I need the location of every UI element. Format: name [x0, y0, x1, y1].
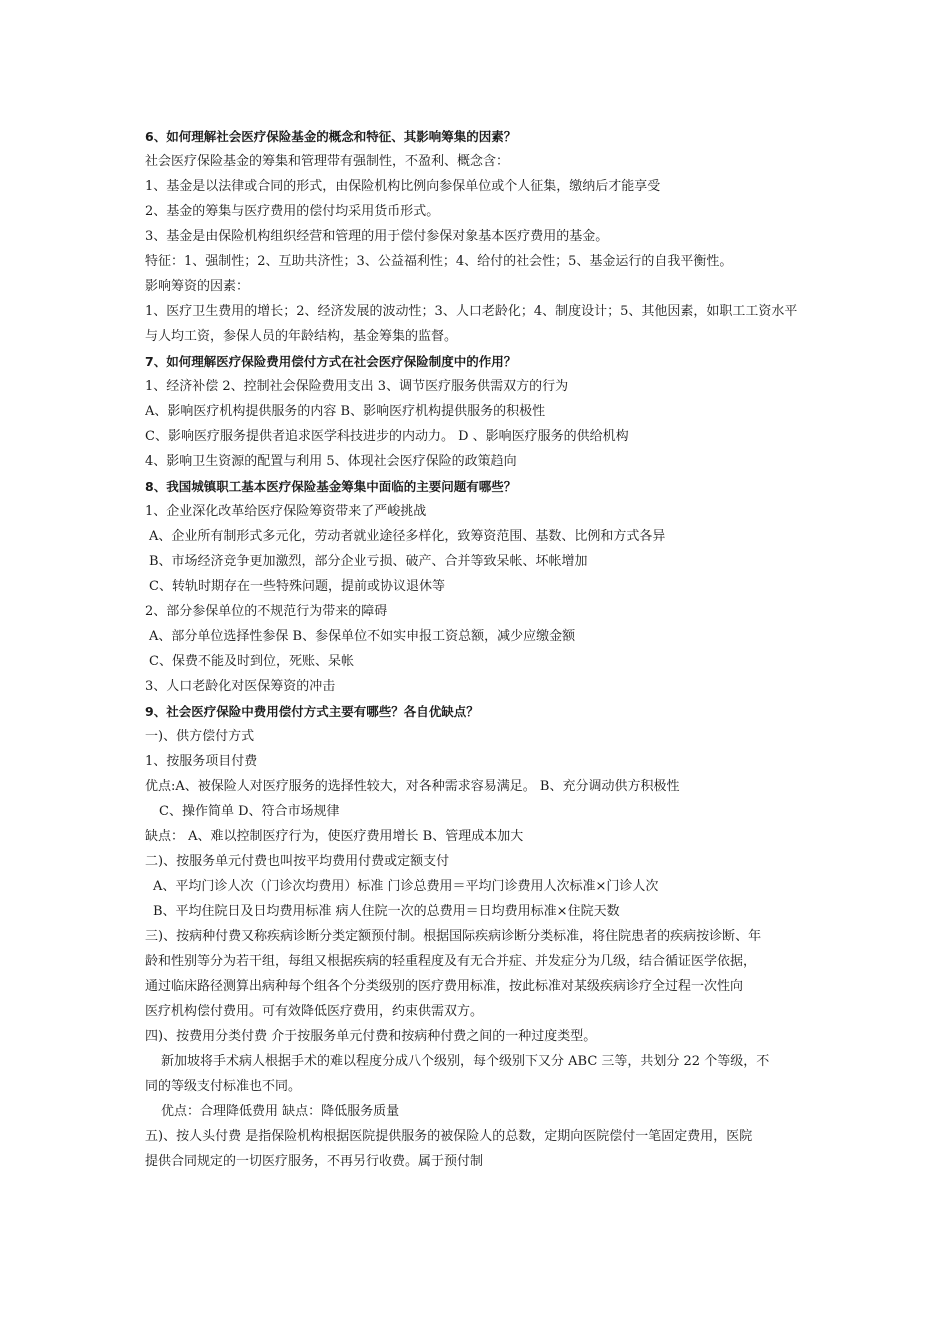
text-line: 1、企业深化改革给医疗保险筹资带来了严峻挑战	[145, 504, 427, 519]
text-line: C、操作简单 D、符合市场规律	[159, 804, 340, 819]
text-line: 提供合同规定的一切医疗服务，不再另行收费。属于预付制	[145, 1154, 484, 1169]
text-line: 缺点： A、难以控制医疗行为，使医疗费用增长 B、管理成本加大	[145, 829, 524, 844]
text-line: 特征：1、强制性；2、互助共济性；3、公益福利性；4、给付的社会性；5、基金运行的自我平衡性。	[145, 254, 733, 269]
text-line: 4、影响卫生资源的配置与利用 5、体现社会医疗保险的政策趋向	[145, 454, 517, 469]
text-line: A、平均门诊人次（门诊次均费用）标准 门诊总费用＝平均门诊费用人次标准×门诊人次	[153, 879, 659, 894]
text-line: 3、人口老龄化对医保筹资的冲击	[145, 679, 336, 694]
text-line: A、部分单位选择性参保 B、参保单位不如实申报工资总额，减少应缴金额	[149, 629, 576, 644]
text-line: B、平均住院日及日均费用标准 病人住院一次的总费用＝日均费用标准×住院天数	[153, 904, 620, 919]
text-line: 通过临床路径测算出病种每个组各个分类级别的医疗费用标准，按此标准对某级疾病诊疗全过程一次性向	[145, 979, 744, 994]
text-line: 同的等级支付标准也不同。	[145, 1079, 302, 1094]
question-7-heading: 7、如何理解医疗保险费用偿付方式在社会医疗保险制度中的作用？	[145, 354, 517, 369]
text-line: 二)、按服务单元付费也叫按平均费用付费或定额支付	[145, 854, 450, 869]
text-line: A、影响医疗机构提供服务的内容 B、影响医疗机构提供服务的积极性	[145, 404, 546, 419]
text-line: 优点：合理降低费用 缺点：降低服务质量	[161, 1104, 400, 1119]
text-line: 2、部分参保单位的不规范行为带来的障碍	[145, 604, 388, 619]
text-line: 新加坡将手术病人根据手术的难以程度分成八个级别，每个级别下又分 ABC 三等，共划分 22 个等级，不	[161, 1054, 770, 1069]
text-line: 1、经济补偿 2、控制社会保险费用支出 3、调节医疗服务供需双方的行为	[145, 379, 569, 394]
text-line: B、市场经济竞争更加激烈，部分企业亏损、破产、合并等致呆帐、坏帐增加	[149, 554, 588, 569]
text-line: 2、基金的筹集与医疗费用的偿付均采用货币形式。	[145, 204, 440, 219]
text-line: C、转轨时期存在一些特殊问题，提前或协议退休等	[149, 579, 445, 594]
question-6-heading: 6、如何理解社会医疗保险基金的概念和特征、其影响筹集的因素？	[145, 129, 517, 144]
text-line: 一)、供方偿付方式	[145, 729, 255, 744]
question-8-heading: 8、我国城镇职工基本医疗保险基金筹集中面临的主要问题有哪些？	[145, 479, 517, 494]
text-line: 龄和性别等分为若干组，每组又根据疾病的轻重程度及有无合并症、并发症分为几级，结合循证医学依据，	[145, 954, 757, 969]
text-line: 四)、按费用分类付费 介于按服务单元付费和按病种付费之间的一种过度类型。	[145, 1029, 597, 1044]
text-line: 五)、按人头付费 是指保险机构根据医院提供服务的被保险人的总数，定期向医院偿付一笔固定费用，医院	[145, 1129, 753, 1144]
text-line: 1、基金是以法律或合同的形式，由保险机构比例向参保单位或个人征集，缴纳后才能享受	[145, 179, 661, 194]
question-9-heading: 9、社会医疗保险中费用偿付方式主要有哪些？各自优缺点？	[145, 704, 479, 719]
text-line: 优点:A、被保险人对医疗服务的选择性较大，对各种需求容易满足。 B、充分调动供方积极性	[145, 779, 680, 794]
text-line: 3、基金是由保险机构组织经营和管理的用于偿付参保对象基本医疗费用的基金。	[145, 229, 609, 244]
document-body	[145, 124, 810, 1174]
text-line: 1、按服务项目付费	[145, 754, 258, 769]
text-line: 与人均工资，参保人员的年龄结构，基金筹集的监督。	[145, 329, 458, 344]
text-line: C、影响医疗服务提供者追求医学科技进步的内动力。 D 、影响医疗服务的供给机构	[145, 429, 629, 444]
text-line: 医疗机构偿付费用。可有效降低医疗费用，约束供需双方。	[145, 1004, 484, 1019]
text-line: A、企业所有制形式多元化，劳动者就业途径多样化，致筹资范围、基数、比例和方式各异	[149, 529, 666, 544]
text-line: 三)、按病种付费又称疾病诊断分类定额预付制。根据国际疾病诊断分类标准，将住院患者的疾病按诊断、年	[145, 929, 762, 944]
text-line: 影响筹资的因素：	[145, 279, 250, 294]
text-line: 1、医疗卫生费用的增长；2、经济发展的波动性；3、人口老龄化；4、制度设计；5、其他因素，如职工工资水平	[145, 304, 798, 319]
text-line: 社会医疗保险基金的筹集和管理带有强制性，不盈利、概念含：	[145, 154, 510, 169]
text-line: C、保费不能及时到位，死账、呆帐	[149, 654, 354, 669]
